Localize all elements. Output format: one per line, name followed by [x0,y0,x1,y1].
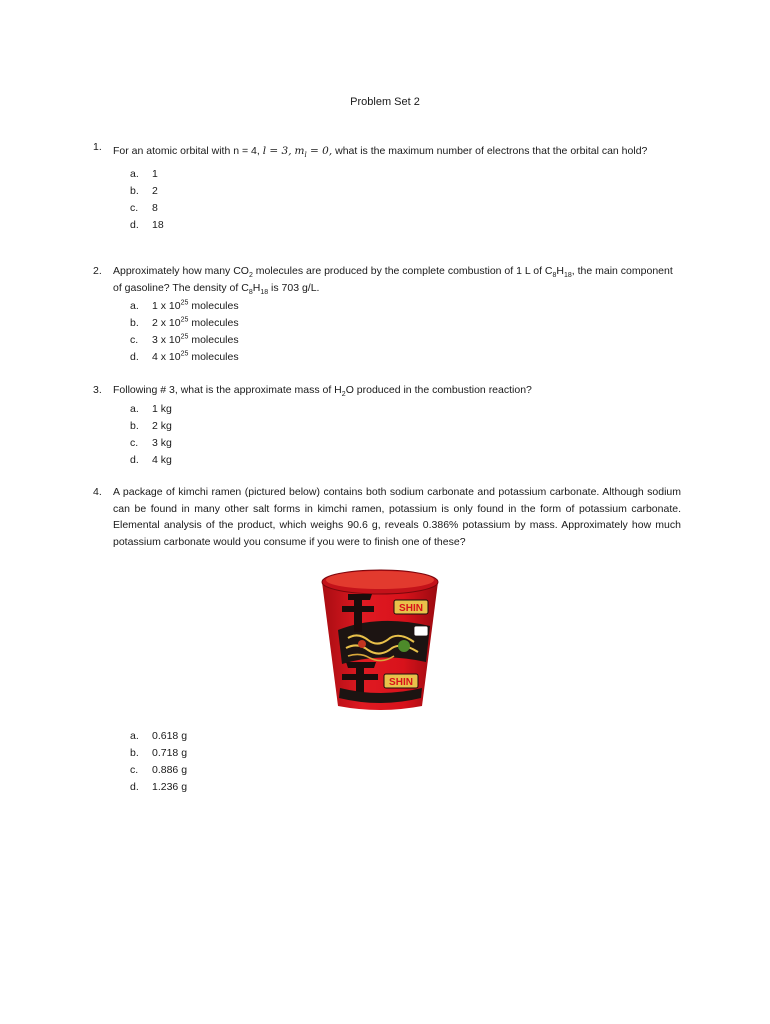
page-title: Problem Set 2 [350,96,420,108]
question-text: Approximately how many $CO_2$ molecules are produced by the complete combustion of 1 L of $C_8H_{18}$, the main component of gasoline? The density of $C_8H_{18}$ is 703 g/L. [113,265,673,296]
option-item: d. 1.236 g [130,781,188,793]
option-item: b. 2 [130,185,158,197]
option-list [130,298,681,366]
question-4-options [93,728,681,796]
question-text: A package of kimchi ramen (pictured below) contains both sodium carbonate and potassium carbonate. Although sodium can be found in many other salt forms in kimchi ramen, potassium is only found in the form of potassium carbonate. Elemental analysis of the product, which weighs 90.6 g, reveals 0.386% potassium by mass. Approximately how much potassium carbonate would you consume if you were to finish one of these? [113,486,681,548]
option-list [130,728,681,796]
option-item: b. 2 kg [130,419,172,432]
question-text: Following # 3, what is the approximate mass of $H_2O$ produced in the combustion reaction? [113,384,532,399]
option-item: a. 1 x $10^{25}$ molecules [130,299,239,312]
option-item: c. 8 [130,202,158,214]
question-number: 3. [93,384,102,396]
question-number: 2. [93,265,102,277]
option-item: a. 1 kg [130,402,172,415]
question-3 [93,382,681,469]
option-item: d. 4 kg [130,453,172,466]
option-item: b. 2 x $10^{25}$ molecules [130,316,239,329]
option-item: d. 4 x $10^{25}$ molecules [130,350,239,363]
brand-label: SHIN [399,603,423,614]
question-text: For an atomic orbital with n = 4, l = 3, $m_l = 0$, what is the maximum number of electrons that the orbital can hold? [113,145,648,160]
ramen-cup-image [318,566,442,712]
option-item: d. 18 [130,219,164,231]
equation-l: l = 3, [262,145,292,157]
option-item: c. 3 x $10^{25}$ molecules [130,333,239,346]
question-number: 4. [93,486,102,498]
option-list [130,166,681,234]
question-number: 1. [93,141,102,153]
option-item: a. 1 [130,168,158,180]
equation-ml: $m_l = 0$, [294,145,333,160]
question-1 [93,139,681,234]
option-item: b. 0.718 g [130,747,188,759]
option-item: a. 0.618 g [130,730,188,742]
option-item: c. 0.886 g [130,764,188,776]
option-item: c. 3 kg [130,436,172,449]
question-4 [93,484,681,550]
brand-label-2: SHIN [389,677,413,688]
question-2 [93,263,681,366]
option-list [130,401,681,469]
